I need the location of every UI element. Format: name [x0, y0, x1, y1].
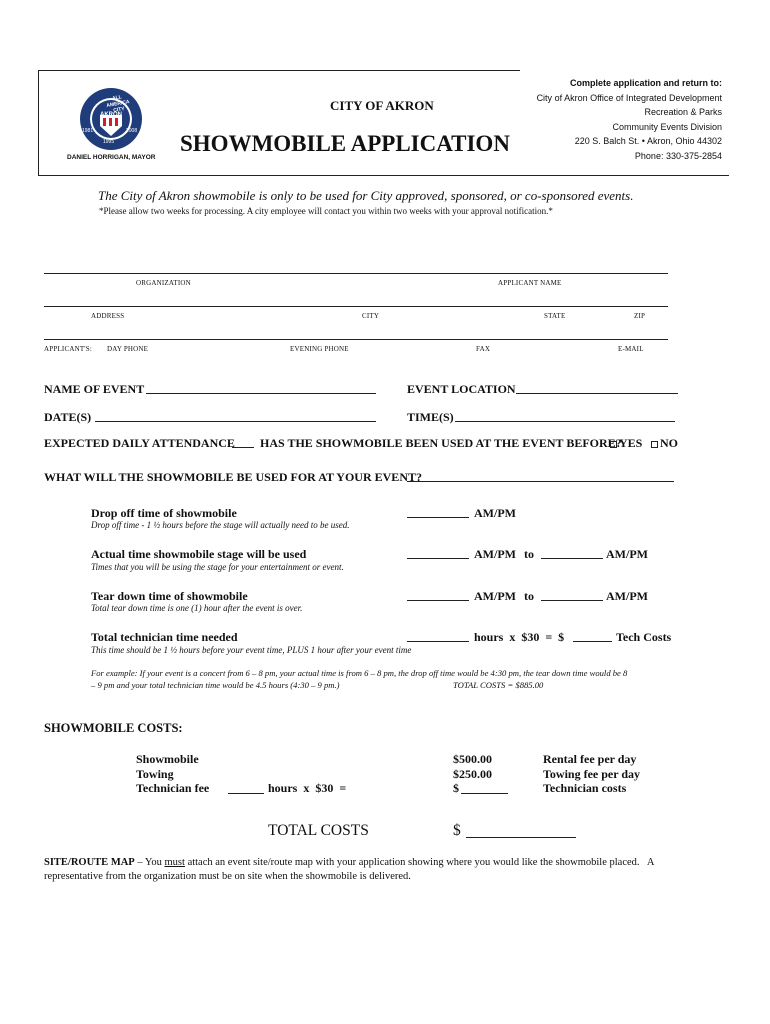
event-location-field[interactable] — [516, 393, 678, 394]
actual-to: to — [524, 547, 534, 561]
teardown-end-field[interactable] — [541, 600, 603, 601]
teardown-title: Tear down time of showmobile — [91, 589, 248, 603]
cost-item-name-2: Towing — [136, 767, 174, 781]
site-map-must: must — [164, 857, 185, 868]
return-line-1: City of Akron Office of Integrated Development — [536, 92, 722, 103]
dropoff-note: Drop off time - 1 ½ hours before the stage will actually need to be used. — [91, 520, 350, 530]
address-label: ADDRESS — [91, 312, 125, 320]
teardown-note: Total tear down time is one (1) hour after the event is over. — [91, 603, 303, 613]
site-map-dash: – You — [134, 857, 165, 868]
event-name-field[interactable] — [146, 393, 376, 394]
city-name: CITY OF AKRON — [330, 98, 434, 113]
organization-label: ORGANIZATION — [136, 279, 191, 287]
dropoff-ampm: AM/PM — [474, 506, 516, 520]
evening-phone-label: EVENING PHONE — [290, 345, 349, 353]
no-label: NO — [660, 436, 678, 450]
teardown-ampm-1: AM/PM — [474, 589, 516, 603]
return-line-2: Recreation & Parks — [644, 107, 722, 118]
state-label: STATE — [544, 312, 566, 320]
use-field[interactable] — [407, 481, 674, 482]
event-location-label: EVENT LOCATION — [407, 382, 516, 396]
cost-item-desc-1: Rental fee per day — [543, 752, 637, 766]
seal-center-text: AKRON — [100, 112, 122, 118]
return-address — [500, 76, 722, 164]
teardown-ampm-2: AM/PM — [606, 589, 648, 603]
tech-fee-amount-field[interactable] — [461, 793, 508, 794]
no-option[interactable] — [651, 436, 678, 451]
site-map-text-2: representative from the organization must be on site when the showmobile is delivered. — [44, 870, 411, 882]
tech-fee-hours-field[interactable] — [228, 793, 264, 794]
actual-ampm-1: AM/PM — [474, 547, 516, 561]
attendance-field[interactable] — [232, 447, 254, 448]
attendance-label: EXPECTED DAILY ATTENDANCE — [44, 436, 235, 450]
cost-item-name-3: Technician fee — [136, 781, 210, 795]
tech-costs-label: Tech Costs — [616, 630, 672, 644]
site-map-label: SITE/ROUTE MAP — [44, 857, 135, 868]
event-name-label: NAME OF EVENT — [44, 382, 145, 396]
example-total: TOTAL COSTS = $885.00 — [453, 680, 544, 690]
total-costs-field[interactable] — [466, 837, 576, 838]
actual-note: Times that you will be using the stage for your entertainment or event. — [91, 562, 344, 572]
tech-cost-field[interactable] — [573, 641, 612, 642]
actual-end-field[interactable] — [541, 558, 603, 559]
seal-ring-text: ALL AMERICA CITY — [105, 94, 131, 114]
used-before-label: HAS THE SHOWMOBILE BEEN USED AT THE EVENT BEFORE? — [260, 436, 622, 450]
cost-item-name-1: Showmobile — [136, 752, 199, 766]
actual-ampm-2: AM/PM — [606, 547, 648, 561]
seal-year-3: 2008 — [126, 128, 138, 134]
site-map-note — [44, 856, 734, 883]
yes-label: YES — [619, 436, 643, 450]
email-label: E-MAIL — [618, 345, 644, 353]
fax-label: FAX — [476, 345, 491, 353]
yes-checkbox[interactable] — [610, 441, 617, 448]
day-phone-label: DAY PHONE — [107, 345, 149, 353]
dates-label: DATE(S) — [44, 410, 92, 424]
dates-field[interactable] — [95, 421, 376, 422]
tech-note: This time should be 1 ½ hours before your event time, PLUS 1 hour after your event time — [91, 645, 412, 655]
mayor-name: DANIEL HORRIGAN, MAYOR — [67, 154, 156, 161]
intro-statement: The City of Akron showmobile is only to be used for City approved, sponsored, or co-sponsored events. — [98, 188, 634, 203]
total-costs-label: TOTAL COSTS — [268, 822, 369, 839]
seal-year-2: 1995 — [103, 139, 115, 145]
phone-line[interactable] — [44, 339, 668, 340]
city-label: CITY — [362, 312, 380, 320]
yes-option[interactable] — [610, 436, 642, 451]
actual-title: Actual time showmobile stage will be used — [91, 547, 307, 561]
example-line-1: For example: If your event is a concert from 6 – 8 pm, your actual time is from 6 – 8 pm, the drop off time would be 4:30 pm, the tear down time would be 8 — [91, 668, 628, 678]
no-checkbox[interactable] — [651, 441, 658, 448]
cost-item-amount-1: $500.00 — [453, 752, 492, 766]
return-line-3: Community Events Division — [612, 121, 722, 132]
cost-item-amount-3: $ — [453, 781, 459, 795]
total-dollar-sign: $ — [453, 822, 461, 839]
site-map-line-1 — [44, 856, 734, 870]
return-heading: Complete application and return to: — [569, 78, 722, 88]
dropoff-time-field[interactable] — [407, 517, 469, 518]
org-applicant-line[interactable] — [44, 273, 668, 274]
return-line-4: 220 S. Balch St. • Akron, Ohio 44302 — [574, 136, 722, 147]
applicant-name-label: APPLICANT NAME — [498, 279, 562, 287]
tech-hours-field[interactable] — [407, 641, 469, 642]
actual-start-field[interactable] — [407, 558, 469, 559]
applicants-label: APPLICANT'S: — [44, 345, 93, 353]
intro-note: *Please allow two weeks for processing. A city employee will contact you within two weeks with your approval notification.* — [99, 206, 553, 216]
teardown-to: to — [524, 589, 534, 603]
tech-fee-calc: hours x $30 = — [268, 781, 347, 795]
address-line[interactable] — [44, 306, 668, 307]
cost-item-amount-2: $250.00 — [453, 767, 492, 781]
seal-year-1: 1981 — [82, 128, 94, 134]
header-gap — [520, 68, 730, 74]
tech-title: Total technician time needed — [91, 630, 238, 644]
page-title: SHOWMOBILE APPLICATION — [180, 131, 510, 156]
return-line-5: Phone: 330-375-2854 — [634, 150, 722, 161]
use-label: WHAT WILL THE SHOWMOBILE BE USED FOR AT YOUR EVENT? — [44, 470, 422, 484]
example-line-2: – 9 pm and your total technician time would be 4.5 hours (4:30 – 9 pm.) — [91, 680, 340, 690]
costs-heading: SHOWMOBILE COSTS: — [44, 721, 183, 735]
cost-item-desc-3: Technician costs — [543, 781, 627, 795]
teardown-start-field[interactable] — [407, 600, 469, 601]
times-field[interactable] — [455, 421, 675, 422]
cost-item-desc-2: Towing fee per day — [543, 767, 641, 781]
dropoff-title: Drop off time of showmobile — [91, 506, 237, 520]
tech-calc: hours x $30 = $ — [474, 630, 565, 644]
times-label: TIME(S) — [407, 410, 454, 424]
zip-label: ZIP — [634, 312, 646, 320]
site-map-text-1: attach an event site/route map with your application showing where you would like the showmobile placed. A — [184, 857, 655, 868]
